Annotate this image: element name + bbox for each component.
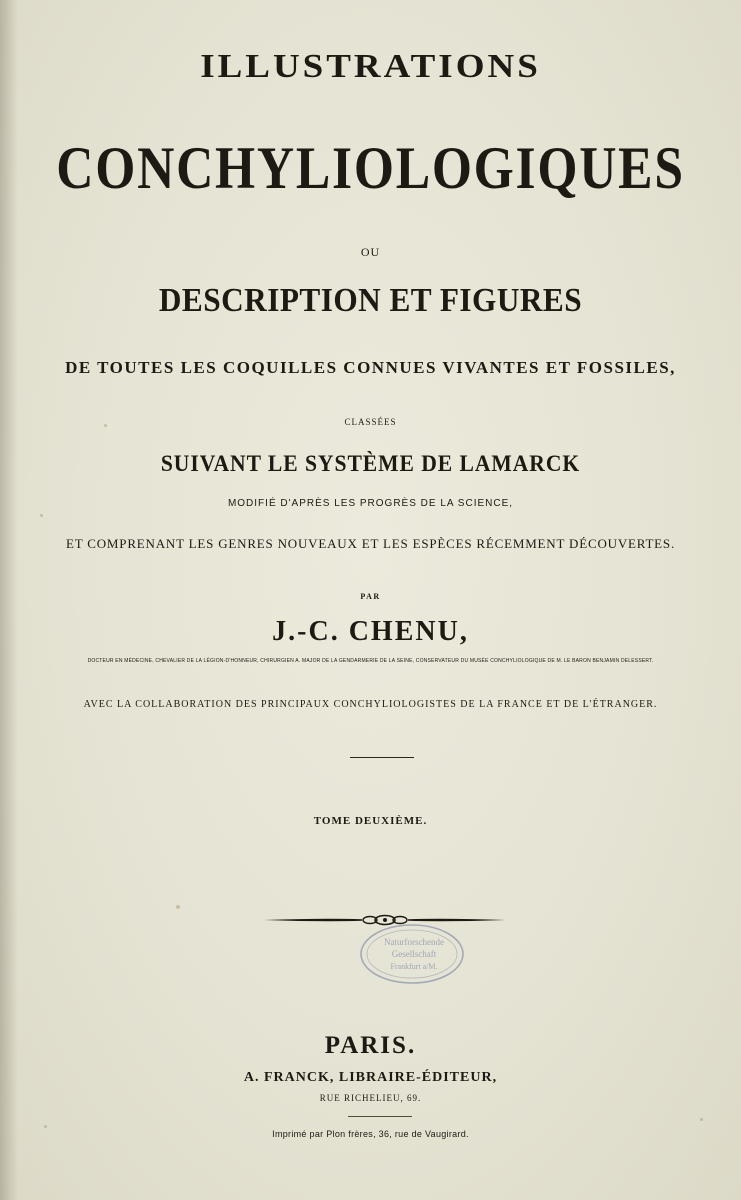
stamp-text-3: Frankfurt a/M.	[390, 962, 438, 971]
title-line-illustrations: ILLUSTRATIONS	[200, 47, 541, 86]
stamp-text-2: Gesellschaft	[391, 949, 437, 959]
byline-par: PAR	[360, 592, 381, 601]
divider-rule	[348, 1116, 412, 1117]
imprint-address: RUE RICHELIEU, 69.	[319, 1093, 422, 1103]
library-stamp	[358, 922, 466, 986]
author-name: J.-C. CHENU,	[272, 616, 469, 647]
stamp-text-1: Naturforschende	[384, 937, 444, 947]
foxing-spot	[44, 1125, 47, 1128]
printer-line: Imprimé par Plon frères, 36, rue de Vaugirard.	[272, 1129, 469, 1139]
volume-label: TOME DEUXIÈME.	[313, 815, 428, 827]
divider-rule	[350, 757, 414, 758]
subtitle-system: SUIVANT LE SYSTÈME DE LAMARCK	[160, 451, 581, 476]
foxing-spot	[700, 1118, 703, 1121]
subtitle-description: DESCRIPTION ET FIGURES	[158, 282, 583, 319]
subtitle-scope: DE TOUTES LES COQUILLES CONNUES VIVANTES ET FOSSILES,	[65, 358, 676, 377]
subtitle-comprising: ET COMPRENANT LES GENRES NOUVEAUX ET LES ESPÈCES RÉCEMMENT DÉCOUVERTES.	[65, 536, 676, 551]
imprint-city: PARIS.	[324, 1032, 417, 1059]
title-conjunction: OU	[360, 245, 381, 259]
foxing-spot	[176, 905, 180, 909]
author-titles: DOCTEUR EN MÉDECINE, CHEVALIER DE LA LÉGION-D'HONNEUR, CHIRURGIEN A. MAJOR DE LA GENDARMERIE DE LA SEINE, CONSERVATEUR DU MUSÉE CONCHYLIOLOGIQUE DE M. LE BARON BENJAMIN DELESSERT.	[87, 658, 654, 664]
title-line-conchyliologiques: CONCHYLIOLOGIQUES	[56, 135, 685, 201]
imprint-publisher: A. FRANCK, LIBRAIRE-ÉDITEUR,	[243, 1070, 498, 1085]
foxing-spot	[40, 514, 43, 517]
collaboration-note: AVEC LA COLLABORATION DES PRINCIPAUX CONCHYLIOLOGISTES DE LA FRANCE ET DE L'ÉTRANGER.	[83, 699, 658, 710]
subtitle-classees: CLASSÉES	[344, 417, 397, 427]
subtitle-modified: MODIFIÉ D'APRÈS LES PROGRÈS DE LA SCIENCE,	[227, 498, 514, 509]
